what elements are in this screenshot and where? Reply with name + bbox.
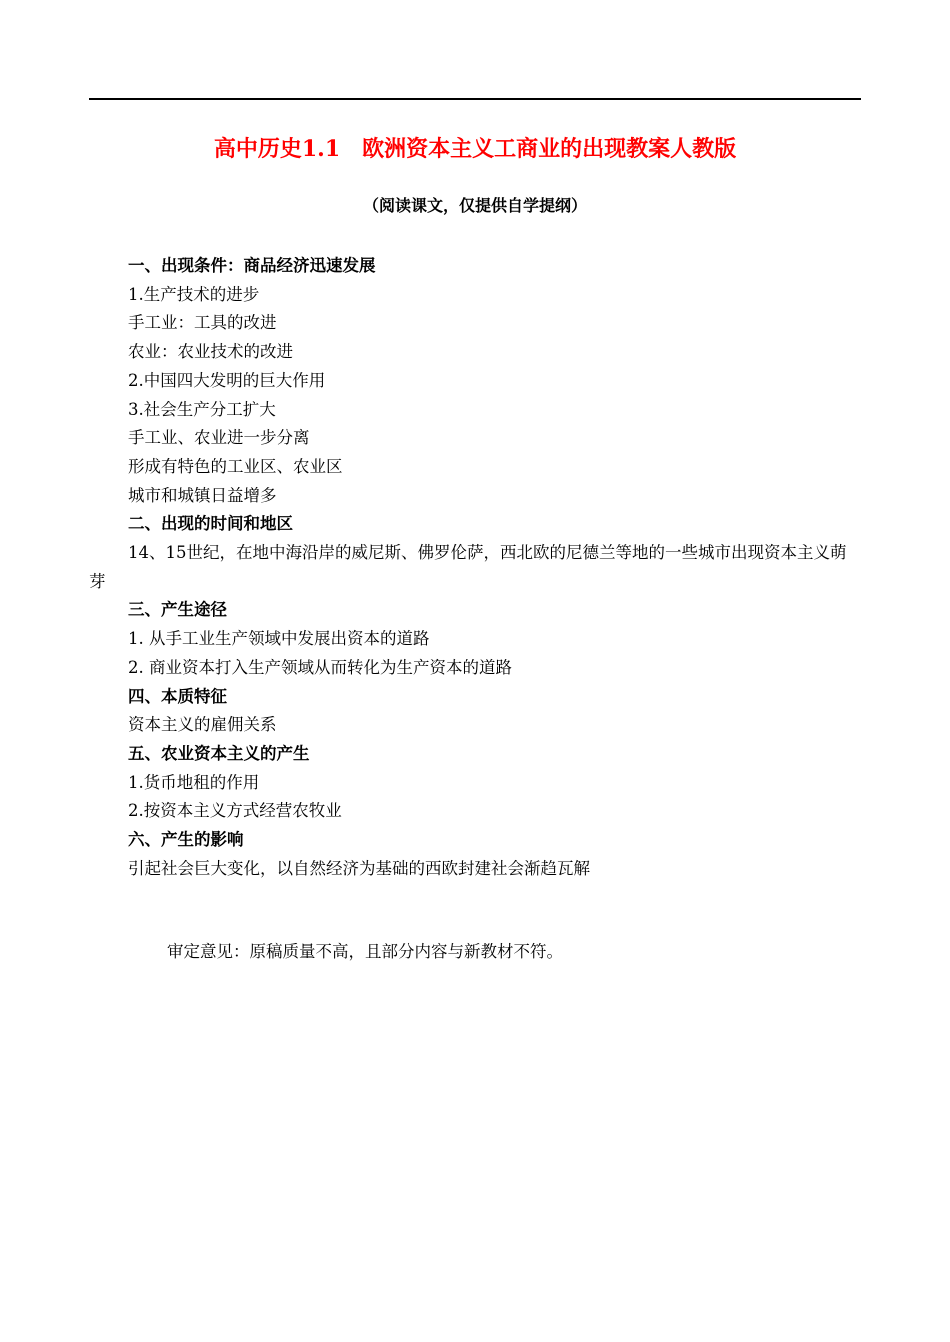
- list-item: 3.社会生产分工扩大: [128, 399, 276, 419]
- section-heading-paths: 三、产生途径: [128, 600, 227, 620]
- section-heading-essence: 四、本质特征: [128, 686, 227, 706]
- list-item: 形成有特色的工业区、农业区: [128, 456, 343, 476]
- list-item: 农业：农业技术的改进: [128, 342, 293, 362]
- list-item: 1.生产技术的进步: [128, 284, 260, 304]
- list-item: 城市和城镇日益增多: [128, 485, 277, 505]
- section-heading-agriculture: 五、农业资本主义的产生: [128, 743, 310, 763]
- section-heading-impact: 六、产生的影响: [128, 830, 244, 850]
- list-item: 2. 商业资本打入生产领域从而转化为生产资本的道路: [128, 657, 512, 677]
- list-item: 2.按资本主义方式经营农牧业: [128, 801, 342, 821]
- section-heading-time-and-region: 二、出现的时间和地区: [128, 514, 293, 534]
- section-heading-conditions: 一、出现条件：商品经济迅速发展: [128, 256, 376, 275]
- section-paragraph: 14、15世纪，在地中海沿岸的威尼斯、佛罗伦萨，西北欧的尼德兰等地的一些城市出现资本主义萌芽: [89, 543, 847, 591]
- list-item: 1.货币地租的作用: [128, 772, 260, 792]
- list-item: 2.中国四大发明的巨大作用: [128, 370, 326, 390]
- list-item: 1. 从手工业生产领域中发展出资本的道路: [128, 629, 430, 649]
- review-note: 审定意见：原稿质量不高，且部分内容与新教材不符。: [167, 942, 563, 961]
- list-item: 引起社会巨大变化，以自然经济为基础的西欧封建社会渐趋瓦解: [128, 858, 590, 878]
- header-rule: [89, 98, 861, 100]
- document-subtitle: （阅读课文，仅提供自学提纲）: [362, 196, 587, 215]
- list-item: 资本主义的雇佣关系: [128, 715, 277, 735]
- document-body: [89, 252, 861, 883]
- list-item: 手工业：工具的改进: [128, 313, 277, 333]
- list-item: 手工业、农业进一步分离: [128, 428, 310, 448]
- document-title: 高中历史1.1 欧洲资本主义工商业的出现教案人教版: [213, 136, 737, 162]
